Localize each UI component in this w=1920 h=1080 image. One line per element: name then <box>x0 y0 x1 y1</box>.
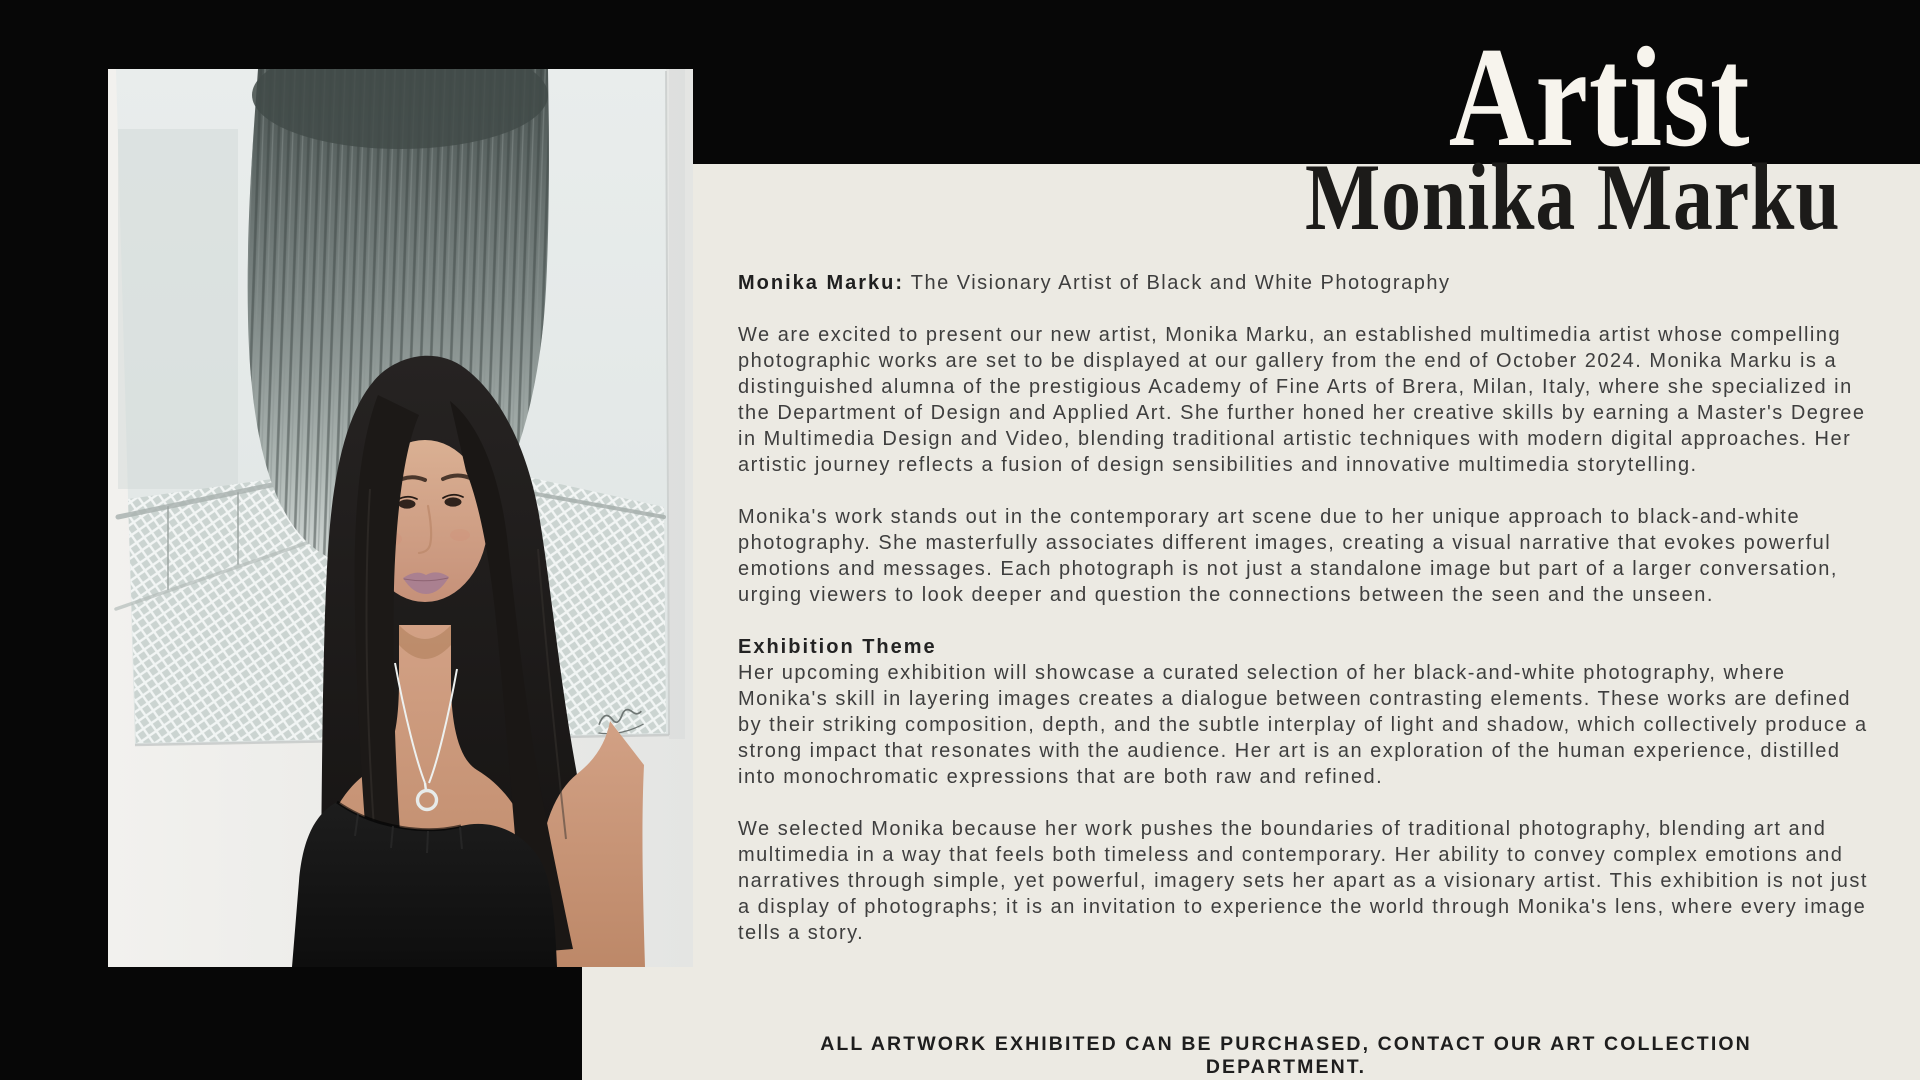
paragraph-style: Monika's work stands out in the contemporary art scene due to her unique approach to black-and-white photography. She masterfully associates different images, creating a visual narrative that evokes powerful emotions and messages. Each photograph is not just a standalone image but part of a larger conversation, urging viewers to look deeper and question the connections between the seen and the unseen. <box>738 506 1838 606</box>
paragraph-exhibition-theme: Her upcoming exhibition will showcase a curated selection of her black-and-white photography, where Monika's skill in layering images creates a dialogue between contrasting elements. These works are defined by their striking composition, depth, and the subtle interplay of light and shadow, which collectively produce a strong impact that resonates with the audience. Her art is an exploration of the human experience, distilled into monochromatic expressions that are both raw and refined. <box>738 662 1868 788</box>
article-body <box>738 270 1878 972</box>
purchase-note: ALL ARTWORK EXHIBITED CAN BE PURCHASED, CONTACT OUR ART COLLECTION DEPARTMENT. <box>820 1033 1752 1078</box>
lead-artist-name: Monika Marku: <box>738 272 905 294</box>
artist-photo-illustration <box>108 69 693 967</box>
paragraph-closing: We selected Monika because her work pushes the boundaries of traditional photography, blending art and multimedia in a way that feels both timeless and contemporary. Her ability to convey complex emotions and narratives through simple, yet powerful, imagery sets her apart as a visionary artist. This exhibition is not just a display of photographs; it is an invitation to experience the world through Monika's lens, where every image tells a story. <box>738 818 1868 944</box>
lead-line <box>738 270 1878 296</box>
page-title: Artist <box>1448 18 1750 176</box>
artist-photo <box>108 69 693 967</box>
lead-tagline: The Visionary Artist of Black and White Photography <box>910 272 1451 294</box>
artwork-soft-wash <box>118 129 238 489</box>
paragraph-introduction: We are excited to present our new artist, Monika Marku, an established multimedia artist whose compelling photographic works are set to be displayed at our gallery from the end of October 2024. Monika Marku is a distinguished alumna of the prestigious Academy of Fine Arts of Brera, Milan, Italy, where she specialized in the Department of Design and Applied Art. She further honed her creative skills by earning a Master's Degree in Multimedia Design and Video, blending traditional artistic techniques with modern digital approaches. Her artistic journey reflects a fusion of design sensibilities and innovative multimedia storytelling. <box>738 324 1866 476</box>
section-heading-exhibition-theme: Exhibition Theme <box>738 636 937 658</box>
artist-name-title: Monika Marku <box>1304 144 1840 250</box>
